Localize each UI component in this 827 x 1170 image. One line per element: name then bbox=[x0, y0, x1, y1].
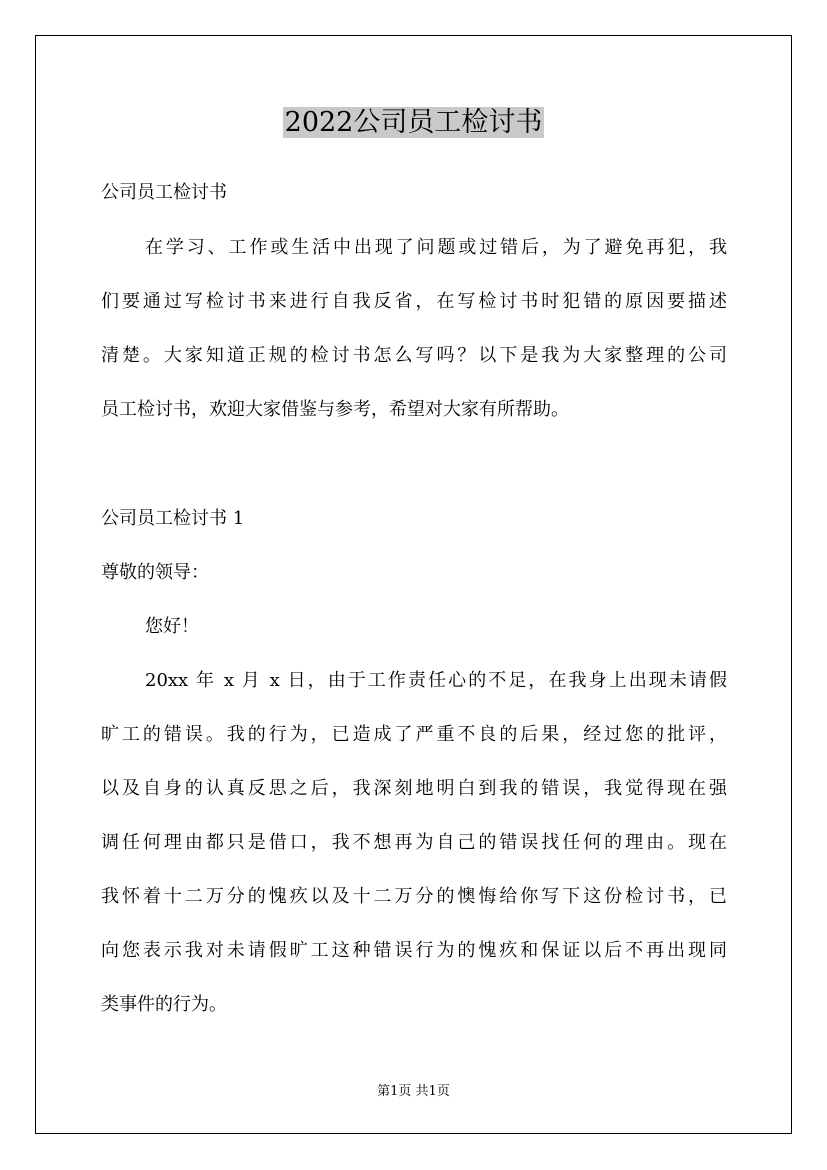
document-subtitle: 公司员工检讨书 bbox=[101, 182, 227, 203]
body-line: 调任何理由都只是借口，我不想再为自己的错误找任何的理由。现在 bbox=[101, 832, 727, 853]
body-line: 类事件的行为。 bbox=[101, 994, 227, 1015]
salutation: 尊敬的领导： bbox=[101, 562, 209, 583]
page-footer: 第1页 共1页 bbox=[377, 1084, 450, 1099]
body-line: 20xx 年 x 月 x 日，由于工作责任心的不足，在我身上出现未请假 bbox=[145, 670, 727, 691]
greeting: 您好！ bbox=[145, 616, 199, 637]
body-line: 我怀着十二万分的愧疚以及十二万分的懊悔给你写下这份检讨书，已 bbox=[101, 886, 727, 907]
intro-line: 们要通过写检讨书来进行自我反省，在写检讨书时犯错的原因要描述 bbox=[101, 291, 727, 312]
document-title-text: 2022公司员工检讨书 bbox=[284, 107, 543, 138]
intro-line: 员工检讨书，欢迎大家借鉴与参考，希望对大家有所帮助。 bbox=[101, 399, 569, 420]
body-line: 旷工的错误。我的行为，已造成了严重不良的后果，经过您的批评， bbox=[101, 724, 727, 745]
document-title bbox=[0, 104, 827, 142]
intro-line: 在学习、工作或生活中出现了问题或过错后，为了避免再犯，我 bbox=[145, 237, 727, 258]
intro-line: 清楚。大家知道正规的检讨书怎么写吗？以下是我为大家整理的公司 bbox=[101, 345, 727, 366]
body-line: 以及自身的认真反思之后，我深刻地明白到我的错误，我觉得现在强 bbox=[101, 778, 727, 799]
section-heading: 公司员工检讨书 1 bbox=[101, 508, 245, 529]
body-line: 向您表示我对未请假旷工这种错误行为的愧疚和保证以后不再出现同 bbox=[101, 940, 727, 961]
